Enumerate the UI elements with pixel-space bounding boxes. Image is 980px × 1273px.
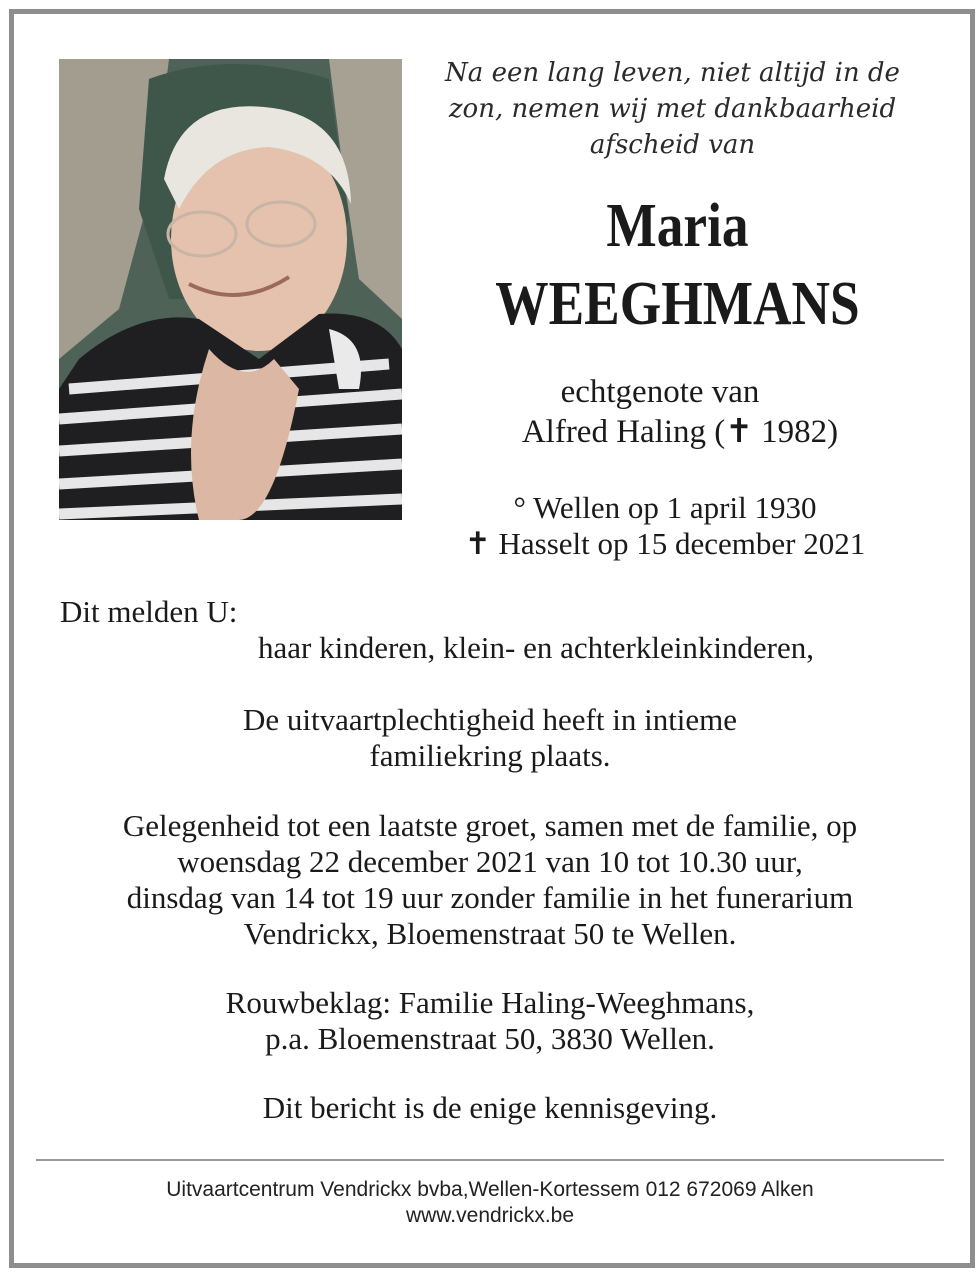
intro-line: zon, nemen wij met dankbaarheid [448,94,897,124]
footer-website: www.vendrickx.be [405,1204,575,1227]
notice-text: Dit bericht is de enige kennisgeving. [262,1090,718,1125]
portrait-illustration [59,59,402,520]
visitation-line: Vendrickx, Bloemenstraat 50 te Wellen. [243,916,737,951]
intro-line: Na een lang leven, niet altijd in de [445,58,900,88]
spouse-relation: echtgenote van [560,374,760,410]
ceremony-line: De uitvaartplechtigheid heeft in intieme [242,702,738,737]
announcement-family: haar kinderen, klein- en achterkleinkinderen, [258,630,815,665]
visitation-text [40,808,940,952]
condolences-text [40,985,940,1057]
intro-text [420,55,925,163]
spouse-name: Alfred Haling (✝ 1982) [521,414,839,450]
life-dates [430,490,900,562]
announcement-lead: Dit melden U: [60,594,238,629]
visitation-line: woensdag 22 december 2021 van 10 tot 10.30 uur, [177,844,803,879]
intro-line: afscheid van [589,130,756,160]
visitation-line: Gelegenheid tot een laatste groet, samen met de familie, op [122,808,858,843]
ceremony-text [40,702,940,774]
ceremony-line: familiekring plaats. [369,738,611,773]
portrait-photo [59,59,402,520]
deceased-first-name: Maria [606,192,749,260]
deceased-last-name: WEEGHMANS [495,270,860,338]
birth-date: ° Wellen op 1 april 1930 [513,490,817,525]
visitation-line: dinsdag van 14 tot 19 uur zonder familie in het funerarium [126,880,854,915]
footer-divider [36,1159,944,1161]
condolences-line: p.a. Bloemenstraat 50, 3830 Wellen. [265,1021,715,1056]
footer [40,1177,940,1229]
footer-company: Uitvaartcentrum Vendrickx bvba,Wellen-Kortessem 012 672069 Alken [166,1178,814,1201]
condolences-line: Rouwbeklag: Familie Haling-Weeghmans, [225,985,755,1020]
death-date: ✝ Hasselt op 15 december 2021 [464,526,866,561]
spouse-block [470,372,890,452]
